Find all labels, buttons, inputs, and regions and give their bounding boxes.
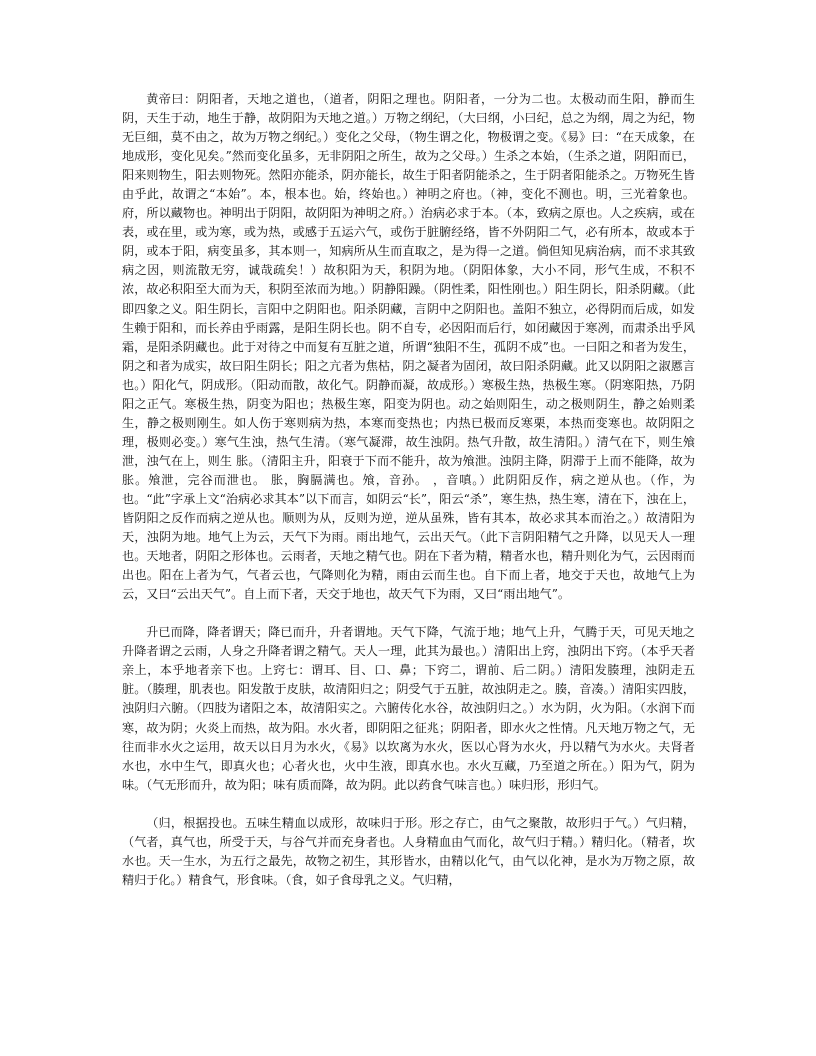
document-page [122, 90, 695, 890]
paragraph-3: （归，根据投也。五味生精血以成形，故味归于形。形之存亡，由气之聚散，故形归于气。）气归精，（气者，真气也，所受于天，与谷气并而充身者也。人身精血由气而化，故气归于精。）精归化。（精者，坎水也。天一生水，为五行之最先，故物之初生，其形皆水，由精以化气，由气以化神，是水为万物之原，故精归于化。）精食气，形食味。（食，如子食母乳之义。气归精， [122, 815, 695, 887]
paragraph-1: 黄帝曰：阴阳者，天地之道也，（道者，阴阳之理也。阴阳者，一分为二也。太极动而生阳，静而生阴，天生于动，地生于静，故阴阳为天地之道。）万物之纲纪，（大曰纲，小曰纪，总之为纲，周之为纪，物无巨细，莫不由之，故为万物之纲纪。）变化之父母，（物生谓之化，物极谓之变。《易》曰：“在天成象，在地成形，变化见矣。”然而变化虽多，无非阴阳之所生，故为之父母。）生杀之本始，（生杀之道，阴阳而已，阳来则物生，阳去则物死。然阳亦能杀，阴亦能长，故生于阳者阴能杀之，生于阴者阳能杀之。万物死生皆由乎此，故谓之“本始”。本，根本也。始，终始也。）神明之府也。（神，变化不测也。明，三光着象也。府，所以藏物也。神明出于阴阳，故阴阳为神明之府。）治病必求于本。（本，致病之原也。人之疾病，或在表，或在里，或为寒，或为热，或感于五运六气，或伤于脏腑经络，皆不外阴阳二气，必有所本，故或本于阴，或本于阳，病变虽多，其本则一，知病所从生而直取之，是为得一之道。倘但知见病治病，而不求其致病之因，则流散无穷，诚哉疏矣！）故积阳为天，积阴为地。（阴阳体象，大小不同，形气生成，不积不浓，故必积阳至大而为天，积阴至浓而为地。）阴静阳躁。（阴性柔，阳性刚也。）阳生阴长，阳杀阴藏。（此即四象之义。阳生阴长，言阳中之阴阳也。阳杀阴藏，言阴中之阴阳也。盖阳不独立，必得阴而后成，如发生赖于阳和，而长养由乎雨露，是阳生阴长也。阴不自专，必因阳而后行，如闭藏因于寒冽，而肃杀出乎风霜，是阳杀阴藏也。此于对待之中而复有互脏之道，所谓“独阳不生，孤阴不成”也。一曰阳之和者为发生，阴之和者为成实，故曰阳生阴长；阳之亢者为焦枯，阴之凝者为固闭，故曰阳杀阴藏。此又以阴阳之淑慝言也。）阳化气，阴成形。（阳动而散，故化气。阴静而凝，故成形。）寒极生热，热极生寒。（阴寒阳热，乃阴阳之正气。寒极生热，阴变为阳也；热极生寒，阳变为阴也。动之始则阳生，动之极则阴生，静之始则柔生，静之极则刚生。如人伤于寒则病为热，本寒而变热也；内热已极而反寒栗，本热而变寒也。故阴阳之理，极则必变。）寒气生浊，热气生清。（寒气凝滞，故生浊阴。热气升散，故生清阳。）清气在下，则生飧泄，浊气在上，则生 胀。（清阳主升，阳衰于下而不能升，故为飧泄。浊阴主降，阴滞于上而不能降，故为 胀。飧泄，完谷而泄也。 胀，胸膈满也。飧，音孙。 ，音嗔。）此阴阳反作，病之逆从也。（作，为也。“此”字承上文“治病必求其本”以下而言，如阴云“长”，阳云“杀”，寒生热，热生寒，清在下，浊在上，皆阴阳之反作而病之逆从也。顺则为从，反则为逆，逆从虽殊，皆有其本，故必求其本而治之。）故清阳为天，浊阴为地。地气上为云，天气下为雨。雨出地气，云出天气。（此下言阴阳精气之升降，以见天人一理也。天地者，阴阳之形体也。云雨者，天地之精气也。阴在下者为精，精者水也，精升则化为气，云因雨而出也。阳在上者为气，气者云也，气降则化为精，雨由云而生也。自下而上者，地交于天也，故地气上为云，又曰“云出天气”。自上而下者，天交于地也，故天气下为雨，又曰“雨出地气”。 [122, 92, 695, 602]
paragraph-gap [122, 795, 695, 814]
paragraph-gap [122, 604, 695, 623]
paragraph-2: 升已而降，降者谓天；降已而升，升者谓地。天气下降，气流于地；地气上升，气腾于天，可见天地之升降者谓之云雨，人身之升降者谓之精气。天人一理，此其为最也。）清阳出上窍，浊阴出下窍。（本乎天者亲上，本乎地者亲下也。上窍七：谓耳、目、口、鼻；下窍二，谓前、后二阴。）清阳发腠理，浊阴走五脏。（腠理，肌表也。阳发散于皮肤，故清阳归之；阴受气于五脏，故浊阴走之。腠，音凑。）清阳实四肢，浊阴归六腑。（四肢为诸阳之本，故清阳实之。六腑传化水谷，故浊阴归之。）水为阴，火为阳。（水润下而寒，故为阴；火炎上而热，故为阳。水火者，即阴阳之征兆；阴阳者，即水火之性情。凡天地万物之气，无往而非水火之运用，故天以日月为水火，《易》以坎离为水火，医以心肾为水火，丹以精气为水火。夫肾者水也，水中生气，即真火也；心者火也，火中生液，即真水也。水火互藏，乃至道之所在。）阳为气，阴为味。（气无形而升，故为阳；味有质而降，故为阴。此以药食气味言也。）味归形，形归气。 [122, 625, 695, 792]
